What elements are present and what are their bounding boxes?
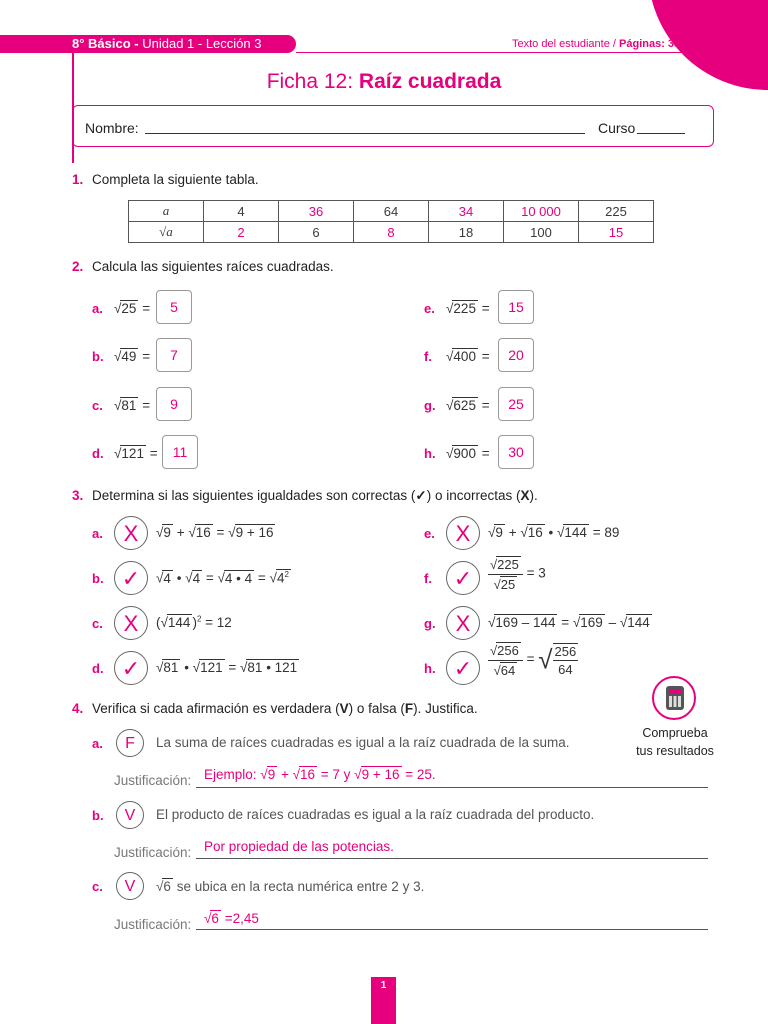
answer-box[interactable]: 9 xyxy=(156,387,192,421)
answer-box[interactable]: 15 xyxy=(498,290,534,324)
item-label: a. xyxy=(92,736,103,751)
table-row xyxy=(129,222,654,243)
question-4-text: Verifica si cada afirmación es verdadera (V) o falsa (F). Justifica. xyxy=(92,701,478,716)
item-label: b. xyxy=(92,808,104,823)
item-label: a. xyxy=(92,301,103,316)
item-label: b. xyxy=(92,349,104,364)
square-root-expression: √400 = xyxy=(446,349,490,364)
answer-mark-circle[interactable]: X xyxy=(114,516,148,550)
statement-b: El producto de raíces cuadradas es igual a la raíz cuadrada del producto. xyxy=(156,807,595,822)
question-3-text: Determina si las siguientes igualdades son correctas (✓) o incorrectas (X). xyxy=(92,488,538,503)
item-label: f. xyxy=(424,571,432,586)
header-rule xyxy=(296,52,768,53)
table-cell: 4 xyxy=(204,201,279,222)
square-root-expression: √225 = xyxy=(446,301,490,316)
justification-label: Justificación: xyxy=(114,845,192,860)
textbook-reference: Texto del estudiante / Páginas: 38 a 41 xyxy=(512,38,705,50)
square-root-expression: √25 = xyxy=(114,301,151,316)
item-label: f. xyxy=(424,349,432,364)
table-row xyxy=(129,201,654,222)
table-header-a: a xyxy=(129,201,204,222)
item-label: g. xyxy=(424,616,436,631)
answer-mark-circle[interactable]: ✓ xyxy=(114,651,148,685)
equation-e: √9 + √16 • √144 = 89 xyxy=(488,525,620,540)
equation-h: $\frac{√256}{√64}$ = √ $\frac{256}{64}$ xyxy=(490,643,577,678)
table-cell: 8 xyxy=(354,222,429,243)
equation-f: $\frac{√225}{√25}$ = 3 xyxy=(490,557,546,592)
square-root-expression: √625 = xyxy=(446,398,490,413)
question-2-text: Calcula las siguientes raíces cuadradas. xyxy=(92,259,334,274)
course-field[interactable] xyxy=(637,133,685,134)
question-4-number: 4. xyxy=(72,701,84,716)
answer-box[interactable]: 30 xyxy=(498,435,534,469)
item-label: c. xyxy=(92,398,103,413)
square-root-expression: √81 = xyxy=(114,398,151,413)
equation-a: √9 + √16 = √9 + 16 xyxy=(156,525,274,540)
table-cell: 2 xyxy=(204,222,279,243)
justification-c: √6 =2,45 xyxy=(204,911,259,926)
table-cell: 18 xyxy=(429,222,504,243)
answer-mark-circle[interactable]: X xyxy=(114,606,148,640)
item-label: g. xyxy=(424,398,436,413)
statement-c: √6 se ubica en la recta numérica entre 2 y 3. xyxy=(156,879,425,894)
equation-b: √4 • √4 = √4 • $4 = √4^2$ xyxy=(156,570,289,586)
justification-line[interactable] xyxy=(196,858,708,859)
course-heading: 8° Básico - Unidad 1 - Lección 3 xyxy=(72,36,262,51)
page-number-tab xyxy=(371,977,396,1024)
page-number: 1 xyxy=(380,980,387,991)
item-label: e. xyxy=(424,526,435,541)
item-label: c. xyxy=(92,879,103,894)
question-3-number: 3. xyxy=(72,488,84,503)
answer-mark-circle[interactable]: X xyxy=(446,516,480,550)
table-cell: 10 000 xyxy=(504,201,579,222)
table-cell: 6 xyxy=(279,222,354,243)
table-cell: 15 xyxy=(579,222,654,243)
square-root-expression: √121 = xyxy=(114,446,158,461)
answer-mark-circle[interactable]: ✓ xyxy=(446,561,480,595)
question-2-number: 2. xyxy=(72,259,84,274)
justification-line[interactable] xyxy=(196,929,708,930)
justification-a: Ejemplo: √9 + √16 = 7 y √9 + 16 = 25. xyxy=(204,767,436,782)
answer-mark-circle[interactable]: ✓ xyxy=(114,561,148,595)
item-label: e. xyxy=(424,301,435,316)
item-label: h. xyxy=(424,661,436,676)
table-cell: 36 xyxy=(279,201,354,222)
name-field[interactable] xyxy=(145,133,585,134)
question-1-text: Completa la siguiente tabla. xyxy=(92,172,259,187)
item-label: d. xyxy=(92,661,104,676)
course-label: Curso xyxy=(598,120,636,136)
answer-box[interactable]: 7 xyxy=(156,338,192,372)
name-label: Nombre: xyxy=(85,120,139,136)
page-title: Ficha 12: Raíz cuadrada xyxy=(266,70,502,93)
true-false-circle[interactable]: F xyxy=(116,729,144,757)
justification-label: Justificación: xyxy=(114,773,192,788)
statement-a: La suma de raíces cuadradas es igual a la raíz cuadrada de la suma. xyxy=(156,735,570,750)
square-root-expression: √900 = xyxy=(446,446,490,461)
true-false-circle[interactable]: V xyxy=(116,872,144,900)
answer-box[interactable]: 25 xyxy=(498,387,534,421)
item-label: d. xyxy=(92,446,104,461)
square-root-expression: √49 = xyxy=(114,349,151,364)
answer-box[interactable]: 5 xyxy=(156,290,192,324)
item-label: c. xyxy=(92,616,103,631)
equation-c: (√144 )$^2$ = 12 xyxy=(156,614,232,630)
justification-b: Por propiedad de las potencias. xyxy=(204,839,394,854)
table-cell: 34 xyxy=(429,201,504,222)
item-label: h. xyxy=(424,446,436,461)
table-header-sqrt-a: √a xyxy=(129,222,204,243)
answer-mark-circle[interactable]: ✓ xyxy=(446,651,480,685)
table-cell: 225 xyxy=(579,201,654,222)
true-false-circle[interactable]: V xyxy=(116,801,144,829)
table-cell: 100 xyxy=(504,222,579,243)
calculator-caption: Comprueba tus resultados xyxy=(636,726,714,758)
equation-g: √169 – 144 = √169 – √144 xyxy=(488,615,650,630)
justification-label: Justificación: xyxy=(114,917,192,932)
calculator-icon xyxy=(652,676,696,720)
item-label: b. xyxy=(92,571,104,586)
table-cell: 64 xyxy=(354,201,429,222)
answer-box[interactable]: 20 xyxy=(498,338,534,372)
equation-d: √81 • √121 = √81 • 121 xyxy=(156,660,298,675)
justification-line[interactable] xyxy=(196,787,708,788)
answer-mark-circle[interactable]: X xyxy=(446,606,480,640)
item-label: a. xyxy=(92,526,103,541)
question-1-number: 1. xyxy=(72,172,84,187)
squares-table xyxy=(128,200,654,243)
answer-box[interactable]: 11 xyxy=(162,435,198,469)
